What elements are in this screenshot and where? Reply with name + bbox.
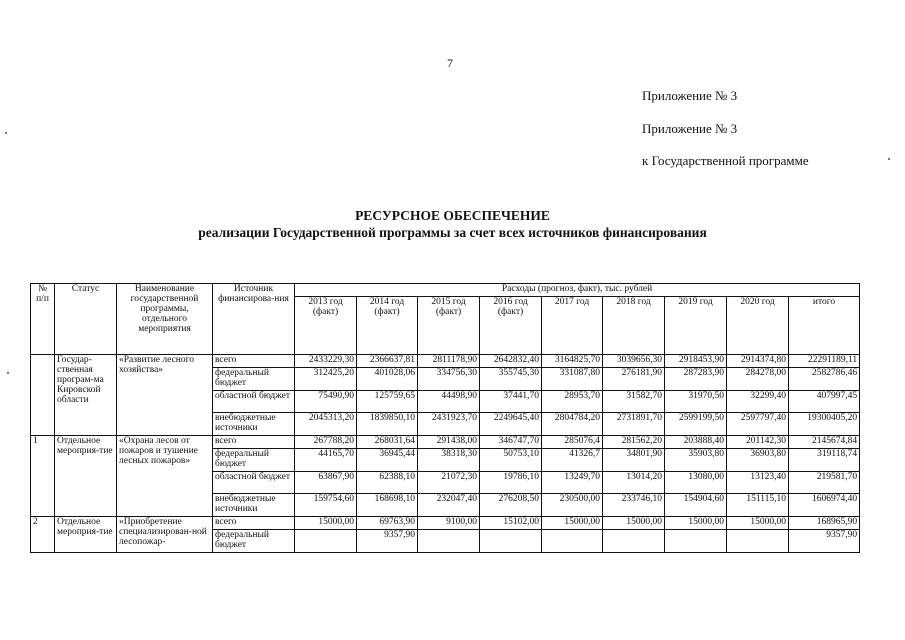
value-cell	[418, 529, 480, 552]
table-row	[31, 355, 860, 368]
value-cell: 13249,70	[542, 471, 603, 493]
value-cell: 75490,90	[295, 390, 357, 412]
value-cell: 281562,20	[603, 435, 665, 448]
value-cell: 9357,90	[789, 529, 860, 552]
row-number	[31, 355, 55, 436]
scan-mark	[5, 132, 7, 134]
value-cell: 32299,40	[727, 390, 789, 412]
funding-source-cell: всего	[213, 355, 295, 368]
header-expenses: Расходы (прогноз, факт), тыс. рублей	[295, 284, 860, 297]
value-cell: 15000,00	[295, 516, 357, 529]
value-cell: 2811178,90	[418, 355, 480, 368]
header-year: 2016 год (факт)	[480, 297, 542, 355]
value-cell: 219581,70	[789, 471, 860, 493]
row-program-name: «Охрана лесов от пожаров и тушение лесных пожаров»	[117, 435, 213, 516]
value-cell	[603, 529, 665, 552]
value-cell: 154904,60	[665, 493, 727, 516]
value-cell: 38318,30	[418, 448, 480, 471]
value-cell: 1606974,40	[789, 493, 860, 516]
row-status: Отдельное мероприя-тие	[55, 516, 117, 552]
value-cell: 2914374,80	[727, 355, 789, 368]
scan-mark	[7, 372, 9, 374]
value-cell: 28953,70	[542, 390, 603, 412]
value-cell: 151115,10	[727, 493, 789, 516]
value-cell: 268031,64	[357, 435, 418, 448]
value-cell: 15000,00	[665, 516, 727, 529]
value-cell: 2045313,20	[295, 412, 357, 435]
table-row	[31, 435, 860, 448]
funding-source-cell: областной бюджет	[213, 471, 295, 493]
funding-source-cell: внебюджетные источники	[213, 412, 295, 435]
funding-source-cell: федеральный бюджет	[213, 529, 295, 552]
value-cell: 2145674,84	[789, 435, 860, 448]
appendix-line-3: к Государственной программе	[642, 153, 809, 168]
document-subtitle: реализации Государственной программы за счет всех источников финансирования	[198, 225, 707, 240]
value-cell: 159754,60	[295, 493, 357, 516]
value-cell: 2597797,40	[727, 412, 789, 435]
value-cell	[295, 529, 357, 552]
value-cell: 2433229,30	[295, 355, 357, 368]
header-total: итого	[789, 297, 860, 355]
value-cell: 285076,4	[542, 435, 603, 448]
table-row	[31, 516, 860, 529]
value-cell: 276181,90	[603, 368, 665, 391]
value-cell: 21072,30	[418, 471, 480, 493]
value-cell: 22291189,11	[789, 355, 860, 368]
header-year: 2013 год (факт)	[295, 297, 357, 355]
value-cell: 62388,10	[357, 471, 418, 493]
row-program-name: «Приобретение специализирован-ной лесопожар-	[117, 516, 213, 552]
value-cell: 9357,90	[357, 529, 418, 552]
value-cell: 232047,40	[418, 493, 480, 516]
value-cell: 168965,90	[789, 516, 860, 529]
value-cell: 230500,00	[542, 493, 603, 516]
value-cell: 233746,10	[603, 493, 665, 516]
funding-source-cell: федеральный бюджет	[213, 368, 295, 391]
value-cell	[665, 529, 727, 552]
value-cell: 355745,30	[480, 368, 542, 391]
header-year: 2019 год	[665, 297, 727, 355]
value-cell: 15000,00	[603, 516, 665, 529]
value-cell: 37441,70	[480, 390, 542, 412]
value-cell: 287283,90	[665, 368, 727, 391]
value-cell: 2582786,46	[789, 368, 860, 391]
row-program-name: «Развитие лесного хозяйства»	[117, 355, 213, 436]
value-cell: 2366637,81	[357, 355, 418, 368]
funding-source-cell: внебюджетные источники	[213, 493, 295, 516]
value-cell: 19300405,20	[789, 412, 860, 435]
header-row	[31, 284, 860, 297]
value-cell: 13123,40	[727, 471, 789, 493]
header-year: 2014 год (факт)	[357, 297, 418, 355]
value-cell	[542, 529, 603, 552]
value-cell: 331087,80	[542, 368, 603, 391]
value-cell: 401028,06	[357, 368, 418, 391]
value-cell	[727, 529, 789, 552]
value-cell: 13014,20	[603, 471, 665, 493]
row-status: Государ-ственная програм-ма Кировской области	[55, 355, 117, 436]
value-cell: 2918453,90	[665, 355, 727, 368]
value-cell: 15000,00	[727, 516, 789, 529]
row-number: 1	[31, 435, 55, 516]
funding-source-cell: всего	[213, 516, 295, 529]
value-cell: 201142,30	[727, 435, 789, 448]
value-cell: 41326,7	[542, 448, 603, 471]
value-cell: 312425,20	[295, 368, 357, 391]
value-cell: 2731891,70	[603, 412, 665, 435]
row-number: 2	[31, 516, 55, 552]
page-number: 7	[447, 56, 453, 70]
value-cell: 1839850,10	[357, 412, 418, 435]
value-cell: 31970,50	[665, 390, 727, 412]
value-cell: 168698,10	[357, 493, 418, 516]
header-num: № п/п	[31, 284, 55, 355]
header-year: 2015 год (факт)	[418, 297, 480, 355]
value-cell: 203888,40	[665, 435, 727, 448]
header-year: 2017 год	[542, 297, 603, 355]
value-cell: 2249645,40	[480, 412, 542, 435]
document-title: РЕСУРСНОЕ ОБЕСПЕЧЕНИЕ	[355, 208, 550, 223]
value-cell: 407997,45	[789, 390, 860, 412]
header-year: 2020 год	[727, 297, 789, 355]
value-cell: 36945,44	[357, 448, 418, 471]
value-cell: 44165,70	[295, 448, 357, 471]
header-program-name: Наименование государственной программы, отдельного мероприятия	[117, 284, 213, 355]
value-cell: 334756,30	[418, 368, 480, 391]
funding-source-cell: федеральный бюджет	[213, 448, 295, 471]
appendix-line-2: Приложение № 3	[642, 121, 738, 136]
value-cell: 9100,00	[418, 516, 480, 529]
value-cell: 19786,10	[480, 471, 542, 493]
value-cell: 34801,90	[603, 448, 665, 471]
scan-mark	[888, 158, 890, 160]
value-cell: 13080,00	[665, 471, 727, 493]
value-cell: 15000,00	[542, 516, 603, 529]
row-status: Отдельное мероприя-тие	[55, 435, 117, 516]
value-cell: 291438,00	[418, 435, 480, 448]
header-status: Статус	[55, 284, 117, 355]
value-cell: 319118,74	[789, 448, 860, 471]
value-cell: 284278,00	[727, 368, 789, 391]
value-cell: 50753,10	[480, 448, 542, 471]
value-cell: 15102,00	[480, 516, 542, 529]
value-cell: 3039656,30	[603, 355, 665, 368]
value-cell: 2431923,70	[418, 412, 480, 435]
header-year: 2018 год	[603, 297, 665, 355]
value-cell: 276208,50	[480, 493, 542, 516]
resource-table	[30, 283, 860, 553]
value-cell: 267788,20	[295, 435, 357, 448]
value-cell: 69763,90	[357, 516, 418, 529]
value-cell: 44498,90	[418, 390, 480, 412]
header-funding-source: Источник финансирова-ния	[213, 284, 295, 355]
value-cell: 31582,70	[603, 390, 665, 412]
value-cell: 36903,80	[727, 448, 789, 471]
value-cell: 2804784,20	[542, 412, 603, 435]
value-cell: 2599199,50	[665, 412, 727, 435]
value-cell: 346747,70	[480, 435, 542, 448]
appendix-line-1: Приложение № 3	[642, 88, 738, 103]
value-cell: 125759,65	[357, 390, 418, 412]
value-cell: 3164825,70	[542, 355, 603, 368]
funding-source-cell: всего	[213, 435, 295, 448]
value-cell: 63867,90	[295, 471, 357, 493]
value-cell: 2642832,40	[480, 355, 542, 368]
value-cell	[480, 529, 542, 552]
value-cell: 35903,80	[665, 448, 727, 471]
funding-source-cell: областной бюджет	[213, 390, 295, 412]
